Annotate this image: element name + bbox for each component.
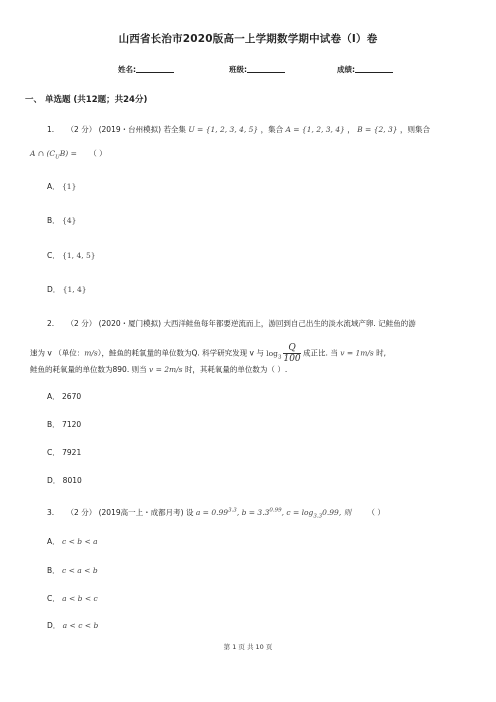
question-1-line-1: [47, 124, 430, 135]
q3-text1: 设: [185, 508, 194, 517]
q2-text3b: 时，其耗氧量的单位数为（ ）.: [184, 365, 288, 374]
class-blank: [247, 64, 285, 73]
q1-comma1: ，集合: [260, 125, 284, 134]
q2-option-b: B． 7120: [47, 420, 82, 429]
q3-expression: $a = 0.99^{3.3}$, $b = 3.3^{0.99}$, $c = \log_{3.3}0.99$, 则: [195, 507, 352, 520]
q2-text2a: 速为 v （单位：: [30, 348, 85, 358]
q3-option-a: A． c < b < a: [47, 537, 98, 546]
q1-expr: A ∩ $(C_UB)$ =: [30, 149, 77, 161]
q1-comma2: ，: [347, 125, 355, 134]
q2-option-d: D． 8010: [47, 476, 82, 485]
q1-option-b: B． {4}: [47, 216, 77, 225]
q1-paren: （ ）: [89, 149, 107, 158]
class-label: 班级:: [229, 65, 247, 74]
q1-points: （2 分）: [66, 125, 97, 134]
class-field: [229, 64, 285, 75]
q2-text2d: 时,: [376, 348, 387, 358]
q2-v2: v = 2m/s: [148, 365, 183, 374]
question-3-line-1: [47, 507, 385, 520]
q3-number: 3.: [47, 508, 55, 517]
q2-text3a: 鲑鱼的耗氧量的单位数为890. 则当: [30, 365, 147, 374]
q2-number: 2.: [47, 319, 55, 328]
q2-unit: m/s: [84, 348, 98, 358]
q3-paren: （ ）: [367, 508, 385, 517]
q2-source: (2020・厦门模拟): [98, 319, 162, 328]
q1-number: 1.: [47, 125, 55, 134]
section-title: 一、 单选题 (共12题；共24分): [25, 95, 148, 105]
page-footer: 第 1 页 共 10 页: [223, 643, 273, 651]
q1-option-a: A． {1}: [47, 182, 77, 191]
name-label: 姓名:: [118, 65, 136, 74]
q3-points: （2 分）: [66, 508, 97, 517]
q1-a-set: A = {1, 2, 3, 4}: [285, 125, 345, 134]
question-2-line-2: [30, 343, 386, 364]
q1-option-c: C． {1, 4, 5}: [47, 251, 96, 260]
score-blank: [355, 64, 393, 73]
q2-text2c: 成正比. 当: [303, 348, 338, 358]
q1-b-set: B = {2, 3}: [357, 125, 398, 134]
q3-option-c: C． a < b < c: [47, 594, 98, 603]
score-label: 成绩:: [337, 65, 355, 74]
q3-source: (2019高一上・成都月考): [98, 508, 184, 517]
question-2-line-1: [47, 318, 416, 329]
q1-source: (2019・台州模拟): [98, 125, 162, 134]
q2-option-a: A． 2670: [47, 392, 82, 401]
q1-text2: ，则集合: [399, 125, 430, 134]
q1-text1: 若全集: [163, 125, 186, 134]
q3-option-d: D． a < c < b: [47, 621, 99, 630]
q2-log: $\log_3$: [266, 348, 282, 360]
q2-v1: v = 1m/s: [340, 348, 374, 358]
q2-text1: 大西洋鲑鱼每年都要逆流而上，游回到自己出生的淡水流域产卵. 记鲑鱼的游: [163, 319, 416, 328]
q2-fraction: $\frac{Q}{100}$: [283, 343, 301, 364]
q2-points: （2 分）: [66, 319, 97, 328]
page-title: 山西省长治市2020版高一上学期数学期中试卷（I）卷: [118, 33, 378, 45]
question-2-line-3: [30, 364, 287, 375]
score-field: [337, 64, 393, 75]
name-field: [118, 64, 174, 75]
name-blank: [136, 64, 174, 73]
q1-option-d: D． {1, 4}: [47, 285, 87, 294]
q1-u-set: U = {1, 2, 3, 4, 5}: [188, 125, 259, 134]
q2-option-c: C． 7921: [47, 448, 82, 457]
q3-option-b: B． c < a < b: [47, 566, 98, 575]
q2-text2b: ），鲑鱼的耗氧量的单位数为Q. 科学研究发现 v 与: [97, 348, 264, 358]
question-1-line-2: [30, 148, 107, 161]
